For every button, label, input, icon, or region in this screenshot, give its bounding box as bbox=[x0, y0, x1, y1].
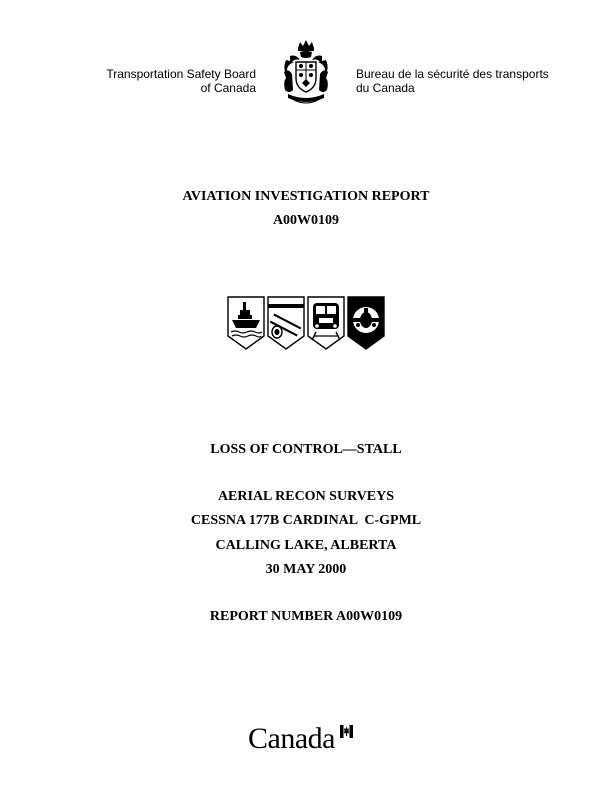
operator-name: AERIAL RECON SURVEYS bbox=[217, 489, 395, 504]
occurrence-title: LOSS OF CONTROL—STALL bbox=[210, 442, 402, 457]
marine-icon bbox=[228, 297, 264, 349]
agency-name-french bbox=[356, 67, 549, 95]
report-number-line: REPORT NUMBER A00W0109 bbox=[209, 609, 403, 624]
report-heading: AVIATION INVESTIGATION REPORT bbox=[182, 189, 430, 204]
rail-icon bbox=[308, 297, 344, 349]
transport-mode-icons bbox=[227, 296, 385, 350]
canada-wordmark-text: Canada bbox=[248, 722, 335, 755]
occurrence-location: CALLING LAKE, ALBERTA bbox=[215, 538, 397, 553]
agency-name-english bbox=[106, 67, 256, 95]
pipeline-icon bbox=[268, 297, 304, 349]
coat-of-arms-icon bbox=[280, 38, 332, 108]
occurrence-date: 30 MAY 2000 bbox=[265, 562, 347, 577]
aircraft-type: CESSNA 177B CARDINAL C-GPML bbox=[190, 513, 422, 528]
agency-name-english-line-1: Transportation Safety Board bbox=[106, 67, 256, 81]
canada-flag-icon bbox=[340, 725, 353, 738]
report-number: A00W0109 bbox=[272, 213, 340, 228]
air-icon bbox=[348, 297, 384, 349]
canada-wordmark bbox=[248, 722, 364, 756]
agency-name-french-line-1: Bureau de la sécurité des transports bbox=[356, 67, 549, 81]
agency-name-french-line-2: du Canada bbox=[356, 81, 415, 95]
agency-name-english-line-2: of Canada bbox=[200, 81, 256, 95]
